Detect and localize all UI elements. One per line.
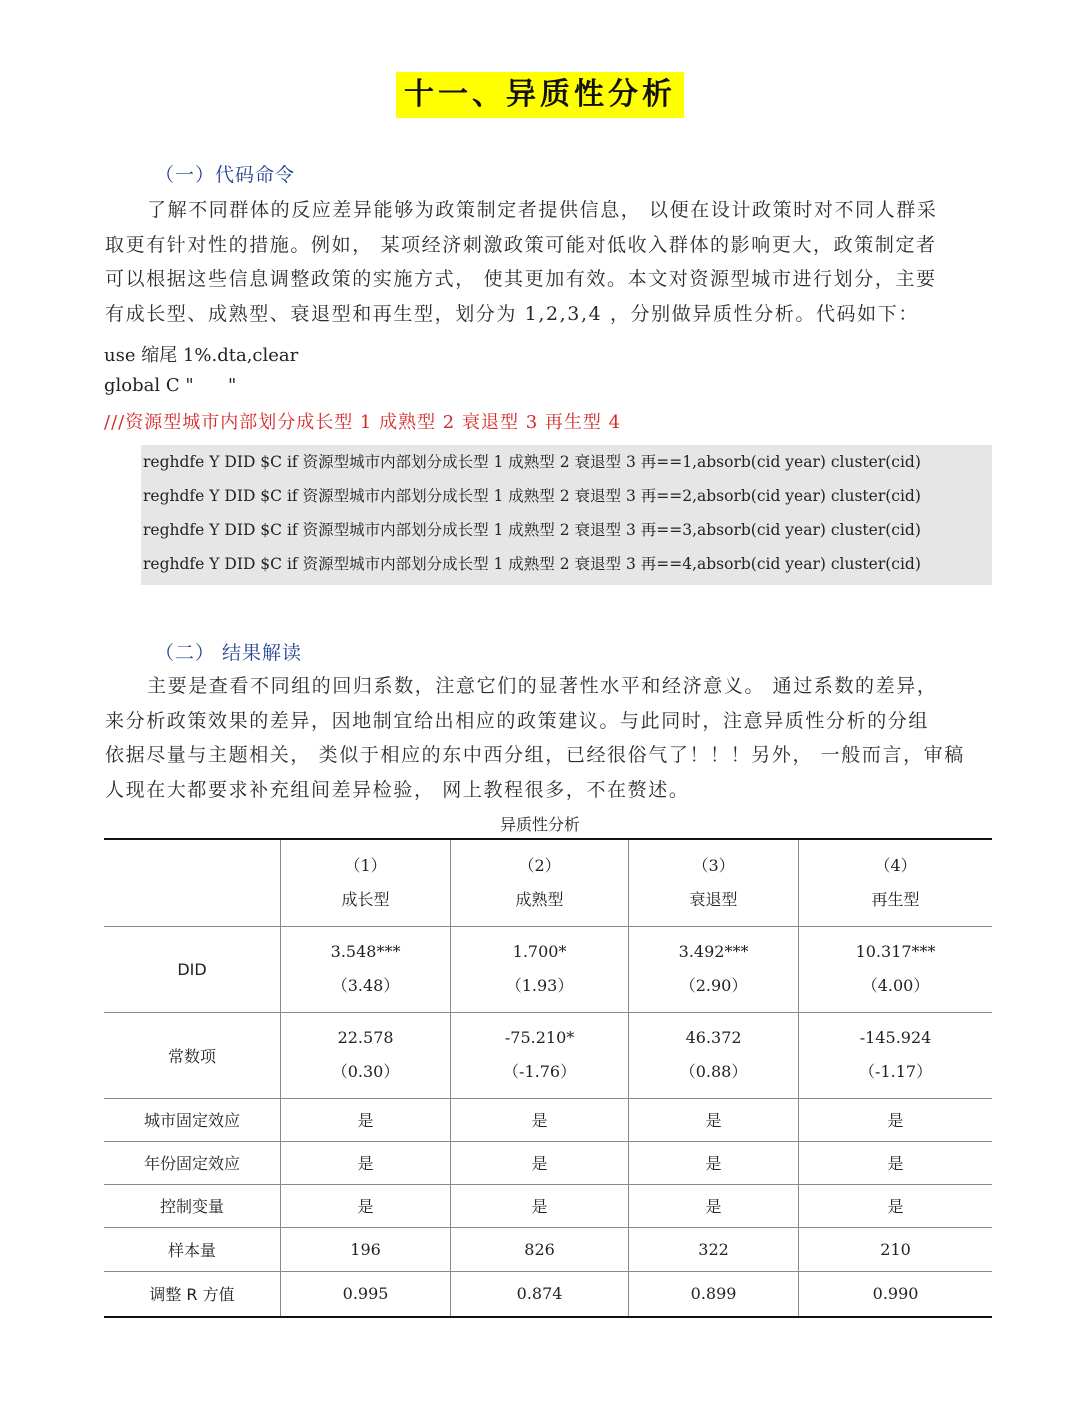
row-label: DID [104,926,281,1012]
table-cell: 是 [281,1098,451,1141]
coefficient: 22.578 [337,1028,394,1047]
code-block-line: reghdfe Y DID $C if 资源型城市内部划分成长型 1 成熟型 2 衰退型 3 再==3,absorb(cid year) cluster(cid) [143,521,921,539]
coefficient: 3.548*** [330,942,401,961]
table-cell: 196 [281,1227,451,1271]
table-row [104,1184,992,1227]
table-cell: 0.899 [629,1271,799,1317]
section1-paragraph-line: 了解不同群体的反应差异能够为政策制定者提供信息， 以便在设计政策时对不同人群采 [147,199,938,221]
table-cell: 是 [799,1098,992,1141]
did-cell [281,926,451,1012]
column-number: （3） [692,855,735,875]
row-label: 常数项 [104,1012,281,1098]
section2-paragraph [105,669,990,807]
table-cell: 是 [281,1141,451,1184]
table-caption: 异质性分析 [499,815,580,834]
column-number: （1） [344,855,387,875]
const-cell [281,1012,451,1098]
code-use-line: use 缩尾 1%.dta,clear [104,345,299,366]
table-row [104,1271,992,1317]
t-value: （-1.17） [859,1062,933,1081]
code-block-line: reghdfe Y DID $C if 资源型城市内部划分成长型 1 成熟型 2 衰退型 3 再==2,absorb(cid year) cluster(cid) [143,487,921,505]
header-empty-cell [104,839,281,926]
t-value: （-1.76） [503,1062,577,1081]
did-cell [451,926,629,1012]
title-wrap [0,72,1080,118]
const-cell [451,1012,629,1098]
column-name: 衰退型 [689,889,738,909]
code-block-line: reghdfe Y DID $C if 资源型城市内部划分成长型 1 成熟型 2 衰退型 3 再==1,absorb(cid year) cluster(cid) [143,453,921,471]
row-label: 样本量 [104,1227,281,1271]
table-row-const [104,1012,992,1098]
section2-paragraph-line: 依据尽量与主题相关， 类似于相应的东中西分组，已经很俗气了！！！另外， 一般而言，审稿 [105,744,965,766]
coefficient: 3.492*** [678,942,749,961]
coefficient: 10.317*** [855,942,936,961]
code-block [141,445,992,585]
section2-paragraph-line: 主要是查看不同组的回归系数，注意它们的显著性水平和经济意义。 通过系数的差异， [147,675,938,697]
section1-paragraph-line: 可以根据这些信息调整政策的实施方式， 使其更加有效。本文对资源型城市进行划分，主要 [105,268,937,290]
const-cell [629,1012,799,1098]
table-cell: 是 [799,1141,992,1184]
did-cell [799,926,992,1012]
table-cell: 是 [629,1141,799,1184]
header-cell [799,839,992,926]
table-cell: 是 [799,1184,992,1227]
page-title: 十一、异质性分析 [396,72,684,118]
table-cell: 0.990 [872,1284,919,1304]
table-row [104,1141,992,1184]
section1-paragraph [105,193,990,331]
row-label: 城市固定效应 [104,1098,281,1141]
t-value: （0.30） [331,1062,400,1081]
section1-heading: （一）代码命令 [155,164,296,186]
section2-paragraph-line: 来分析政策效果的差异，因地制宜给出相应的政策建议。与此同时，注意异质性分析的分组 [105,709,930,732]
column-name: 成熟型 [515,889,564,909]
table-cell: 是 [629,1184,799,1227]
t-value: （0.88） [679,1062,748,1081]
table-cell: 322 [629,1227,799,1271]
table-row [104,1227,992,1271]
code-global-line: global C " " [104,375,237,396]
code-comment-line: ///资源型城市内部划分成长型 1 成熟型 2 衰退型 3 再生型 4 [104,412,622,433]
row-label: 年份固定效应 [104,1141,281,1184]
section2-heading: （二） 结果解读 [155,642,303,664]
table-cell: 是 [451,1141,629,1184]
row-label: 调整 R 方值 [104,1271,281,1317]
header-cell [629,839,799,926]
table-row-did [104,926,992,1012]
table-cell: 是 [281,1184,451,1227]
section2-paragraph-line: 人现在大都要求补充组间差异检验， 网上教程很多，不在赘述。 [105,778,690,801]
section1-paragraph-line: 取更有针对性的措施。例如， 某项经济刺激政策可能对低收入群体的影响更大，政策制定者 [105,233,937,256]
table-cell: 826 [451,1227,629,1271]
t-value: （4.00） [861,976,930,995]
coefficient: 1.700* [512,942,567,961]
header-cell [451,839,629,926]
coefficient: -145.924 [859,1028,932,1047]
table-cell: 210 [799,1227,992,1271]
table-cell: 是 [451,1098,629,1141]
t-value: （1.93） [505,976,574,995]
t-value: （2.90） [679,976,748,995]
table-cell: 是 [451,1184,629,1227]
const-cell [799,1012,992,1098]
table-row [104,1098,992,1141]
column-number: （2） [518,855,561,875]
row-label: 控制变量 [104,1184,281,1227]
coefficient: -75.210* [504,1028,575,1047]
table-cell: 0.874 [451,1271,629,1317]
t-value: （3.48） [331,976,400,995]
table-cell: 0.995 [281,1271,451,1317]
results-table [104,838,992,1318]
column-name: 再生型 [871,889,920,909]
table-cell: 是 [629,1098,799,1141]
column-number: （4） [874,855,917,875]
did-cell [629,926,799,1012]
column-name: 成长型 [341,889,390,909]
header-cell [281,839,451,926]
section1-paragraph-line: 有成长型、成熟型、衰退型和再生型，划分为 1,2,3,4 ，分别做异质性分析。代码如下： [105,302,919,325]
code-block-line: reghdfe Y DID $C if 资源型城市内部划分成长型 1 成熟型 2 衰退型 3 再==4,absorb(cid year) cluster(cid) [143,555,921,573]
coefficient: 46.372 [685,1028,742,1047]
table-header-row [104,839,992,926]
